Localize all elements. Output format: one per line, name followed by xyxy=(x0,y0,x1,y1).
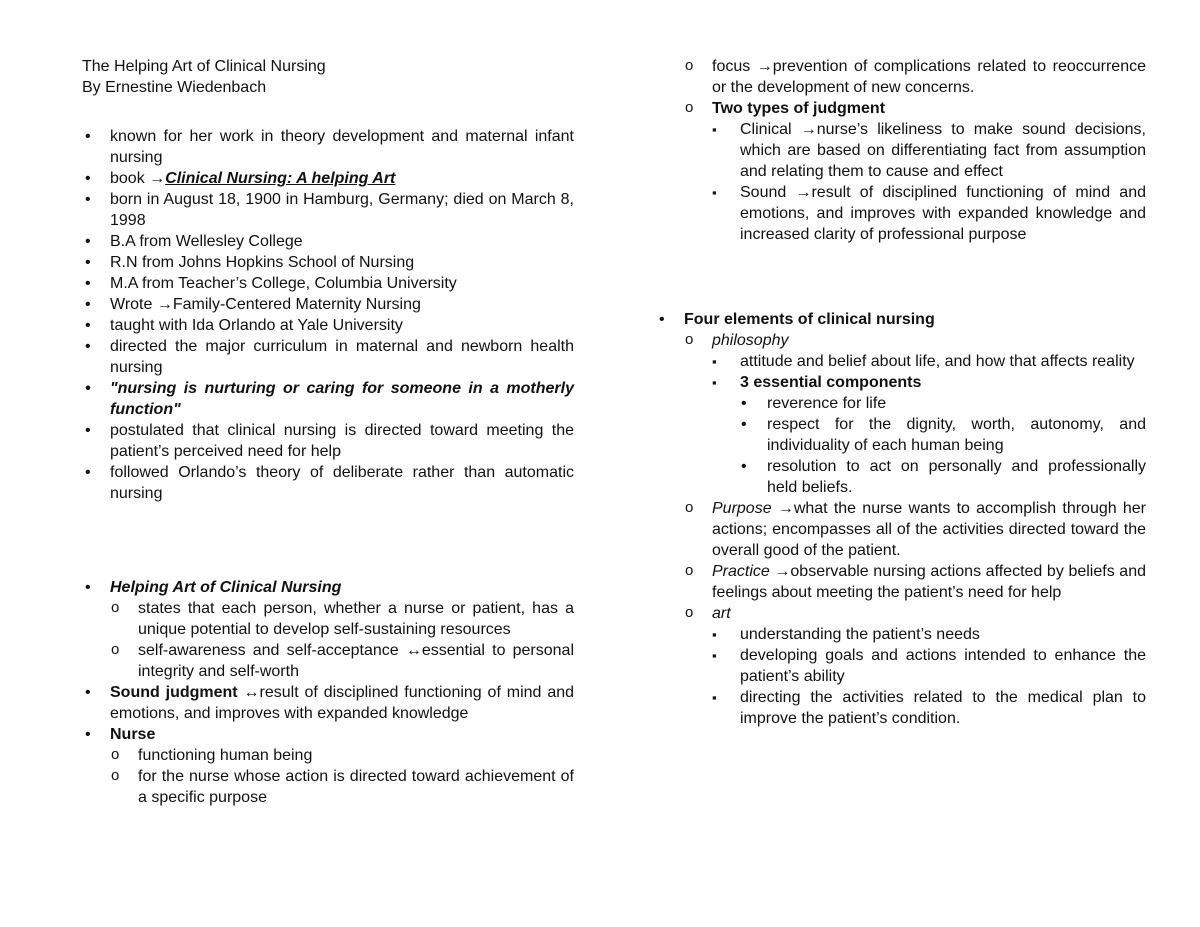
bio-item: • directed the major curriculum in maternal and newborn health nursing xyxy=(82,336,574,378)
bio-item-quote: • "nursing is nurturing or caring for someone in a motherly function" xyxy=(82,378,574,420)
sound-judgment-text: ↔result of disciplined functioning of mind and emotions, and improves with expanded knowledge xyxy=(110,684,575,722)
purpose-label: Purpose xyxy=(712,500,772,517)
bio-item: • born in August 18, 1900 in Hamburg, Germany; died on March 8, 1998 xyxy=(82,189,574,231)
components-heading: 3 essential components xyxy=(740,374,922,391)
helping-art-section xyxy=(82,577,574,682)
bio-list xyxy=(82,126,574,504)
focus-item: o focus →prevention of complications related to reoccurrence or the development of new concerns. xyxy=(684,56,1146,98)
elements-section xyxy=(656,309,1146,729)
bio-item: • followed Orlando’s theory of deliberate rather than automatic nursing xyxy=(82,462,574,504)
art-label: art xyxy=(712,605,731,622)
book-prefix: book → xyxy=(110,170,166,187)
helping-art-item: o self-awareness and self-acceptance ↔essential to personal integrity and self-worth xyxy=(110,640,574,682)
art-sublist xyxy=(712,624,1146,729)
nurse-item: o functioning human being xyxy=(110,745,574,766)
purpose-text: →what the nurse wants to accomplish through her actions; encompasses all of the activities directed toward the overall good of the patient. xyxy=(712,500,1146,559)
right-column xyxy=(656,56,1146,729)
nurse-sublist xyxy=(110,745,574,808)
art-item: ▪ understanding the patient’s needs xyxy=(712,624,1146,645)
document-title: The Helping Art of Clinical Nursing xyxy=(82,58,326,75)
practice-text: →observable nursing actions affected by beliefs and feelings about meeting the patient’s need for help xyxy=(712,563,1146,601)
nurse-section xyxy=(82,724,574,808)
judgment-heading: Two types of judgment xyxy=(712,100,886,117)
art-item: ▪ developing goals and actions intended to enhance the patient’s ability xyxy=(712,645,1146,687)
component-item: • reverence for life xyxy=(740,393,1146,414)
purpose-item xyxy=(684,498,1146,561)
bio-item: • postulated that clinical nursing is directed toward meeting the patient’s perceived need for help xyxy=(82,420,574,462)
elements-sublist xyxy=(684,330,1146,729)
nurse-heading: Nurse xyxy=(110,726,156,743)
judgment-item: ▪ Clinical →nurse’s likeliness to make sound decisions, which are based on differentiating fact from assumption and relating them to cause and effect xyxy=(712,119,1146,182)
document-header xyxy=(82,56,574,98)
philosophy-section xyxy=(684,330,1146,498)
art-item: ▪ directing the activities related to the medical plan to improve the patient’s condition. xyxy=(712,687,1146,729)
bio-item-book xyxy=(82,168,574,189)
judgment-section xyxy=(684,98,1146,245)
philosophy-item: ▪ attitude and belief about life, and how that affects reality xyxy=(712,351,1146,372)
components-sublist xyxy=(740,393,1146,498)
bio-item: • known for her work in theory development and maternal infant nursing xyxy=(82,126,574,168)
elements-list xyxy=(656,309,1146,729)
components-section xyxy=(712,372,1146,498)
helping-art-heading: Helping Art of Clinical Nursing xyxy=(110,579,342,596)
bio-item: • B.A from Wellesley College xyxy=(82,231,574,252)
practice-label: Practice xyxy=(712,563,770,580)
philosophy-sublist xyxy=(712,351,1146,498)
component-item: • respect for the dignity, worth, autonomy, and individuality of each human being xyxy=(740,414,1146,456)
nurse-item: o for the nurse whose action is directed toward achievement of a specific purpose xyxy=(110,766,574,808)
practice-item xyxy=(684,561,1146,603)
document-author: By Ernestine Wiedenbach xyxy=(82,79,267,96)
helping-art-item: o states that each person, whether a nurse or patient, has a unique potential to develop self-sustaining resources xyxy=(110,598,574,640)
helping-art-sublist xyxy=(110,598,574,682)
bio-item: • Wrote →Family-Centered Maternity Nursing xyxy=(82,294,574,315)
left-column xyxy=(82,56,574,808)
judgment-item: ▪ Sound →result of disciplined functioning of mind and emotions, and improves with expanded knowledge and increased clarity of professional purpose xyxy=(712,182,1146,245)
bio-item: • R.N from Johns Hopkins School of Nursing xyxy=(82,252,574,273)
concepts-list xyxy=(82,577,574,808)
philosophy-label: philosophy xyxy=(712,332,789,349)
judgment-sublist xyxy=(712,119,1146,245)
bio-item: • taught with Ida Orlando at Yale University xyxy=(82,315,574,336)
bio-item: • M.A from Teacher’s College, Columbia University xyxy=(82,273,574,294)
component-item: • resolution to act on personally and professionally held beliefs. xyxy=(740,456,1146,498)
book-title: Clinical Nursing: A helping Art xyxy=(165,170,396,187)
elements-heading: Four elements of clinical nursing xyxy=(684,311,935,328)
art-section xyxy=(684,603,1146,729)
sound-judgment-item xyxy=(82,682,574,724)
sound-judgment-term: Sound judgment xyxy=(110,684,238,701)
judgment-list xyxy=(684,56,1146,245)
